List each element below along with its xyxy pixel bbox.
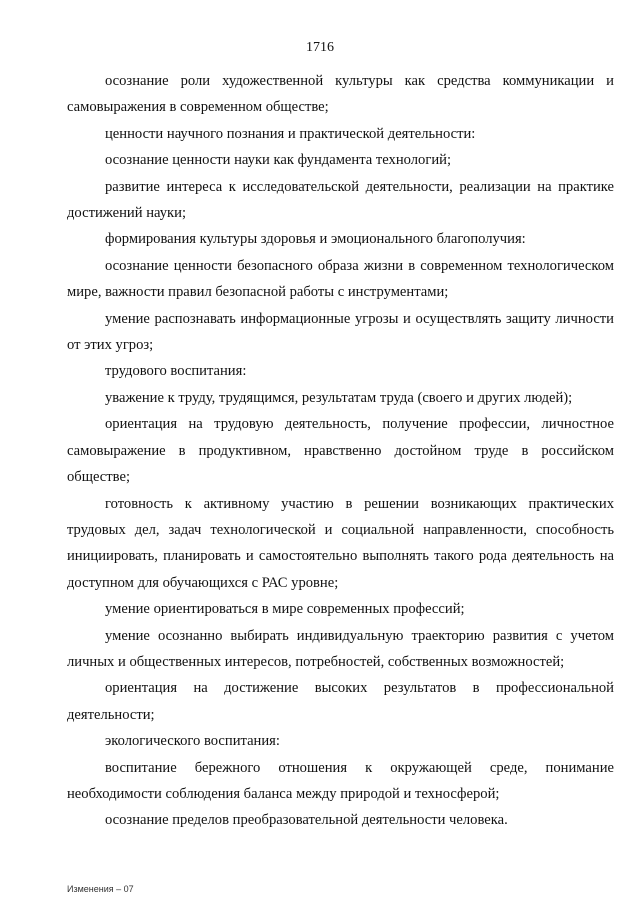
paragraph: ориентация на достижение высоких результатов в профессиональной деятельности;	[67, 680, 614, 723]
footer-revision-note: Изменения – 07	[67, 884, 134, 894]
paragraph: осознание пределов преобразовательной деятельности человека.	[105, 812, 508, 829]
page-number: 1716	[306, 40, 334, 55]
paragraph: уважение к труду, трудящимся, результатам труда (своего и других людей);	[105, 389, 573, 406]
paragraph: ориентация на трудовую деятельность, получение профессии, личностное самовыражение в продуктивном, нравственно достойном труде в российском обществе;	[67, 416, 614, 486]
paragraph: осознание роли художественной культуры как средства коммуникации и самовыражения в современном обществе;	[67, 73, 614, 116]
paragraph: умение распознавать информационные угрозы и осуществлять защиту личности от этих угроз;	[67, 310, 614, 354]
paragraph: готовность к активному участию в решении возникающих практических трудовых дел, задач технологической и социальной направленности, способность инициировать, планировать и самостоятельно выполнять такого рода деятельность на доступном для обучающихся с РАС уровне;	[67, 495, 614, 591]
paragraph: умение осознанно выбирать индивидуальную траекторию развития с учетом личных и общественных интересов, потребностей, собственных возможностей;	[67, 627, 614, 670]
paragraph: осознание ценности науки как фундамента технологий;	[105, 152, 452, 169]
paragraph: осознание ценности безопасного образа жизни в современном технологическом мире, важности правил безопасной работы с инструментами;	[67, 257, 614, 301]
section-heading-labor: трудового воспитания:	[105, 363, 247, 380]
paragraph: ценности научного познания и практической деятельности:	[105, 125, 476, 142]
paragraph: умение ориентироваться в мире современных профессий;	[105, 601, 465, 618]
paragraph: формирования культуры здоровья и эмоционального благополучия:	[105, 231, 526, 248]
document-body	[67, 68, 614, 834]
paragraph: развитие интереса к исследовательской деятельности, реализации на практике достижений науки;	[67, 178, 614, 222]
section-heading-ecology: экологического воспитания:	[105, 733, 280, 750]
paragraph: воспитание бережного отношения к окружающей среде, понимание необходимости соблюдения баланса между природой и техносферой;	[67, 759, 614, 802]
